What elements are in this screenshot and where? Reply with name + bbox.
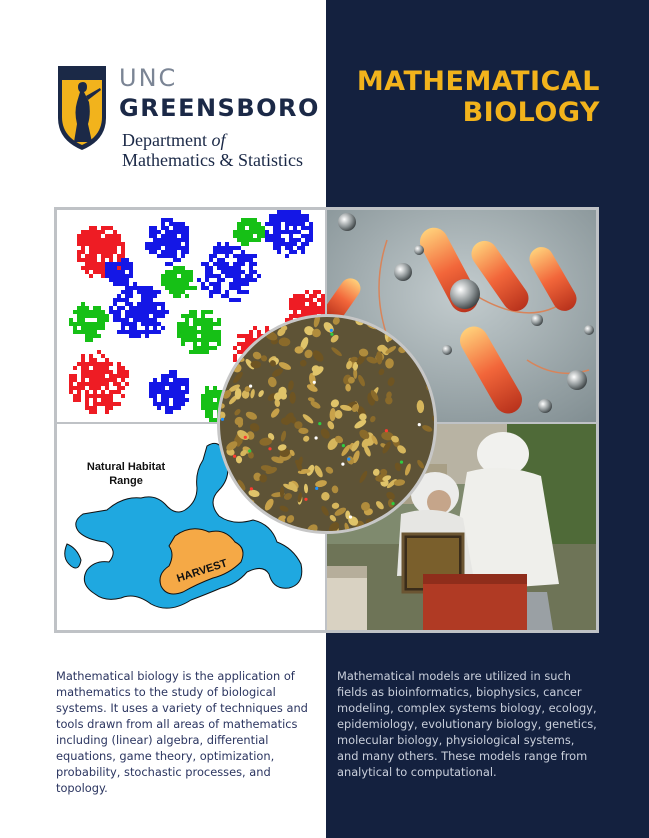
honeybee-colony-image	[217, 314, 437, 534]
minerva-shield-icon	[56, 62, 108, 152]
department-name-line2: Mathematics & Statistics	[122, 150, 303, 170]
harvest-label: HARVEST	[175, 557, 229, 585]
image-collage	[54, 207, 599, 633]
department-name-line1: Department of	[122, 130, 226, 150]
applications-paragraph: Mathematical models are utilized in such fields as bioinformatics, biophysics, cancer modeling, complex systems biology, ecology, epidemiology, evolutionary biology, genetics, molecular biology, physiological systems, and many others. These models range from analytical to computational.	[337, 669, 597, 779]
intro-paragraph: Mathematical biology is the application of mathematics to the study of biological systems. It uses a variety of techniques and tools drawn from all areas of mathematics including (linear) algebra, differential equations, game theory, optimization, probability, stochastic processes, and topology.	[56, 669, 308, 795]
uncg-logo[interactable]	[56, 62, 320, 172]
unc-wordmark: UNC	[119, 64, 178, 92]
greensboro-wordmark: GREENSBORO	[119, 94, 320, 122]
page-title: MATHEMATICAL BIOLOGY	[356, 66, 600, 128]
natural-habitat-range-label: Natural Habitat Range	[86, 461, 166, 487]
